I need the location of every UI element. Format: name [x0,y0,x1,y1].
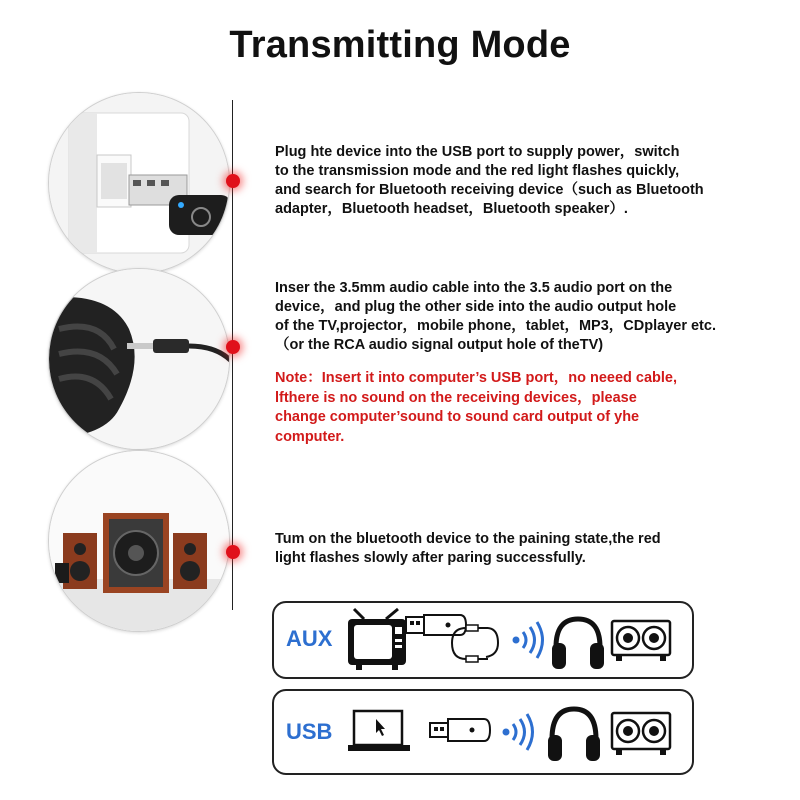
step-line: Tum on the bluetooth device to the paining state,the red [275,531,661,547]
step-2-text [275,279,716,355]
speakers-image [48,450,230,632]
note-line: computer. [275,428,345,445]
laptop-icon [348,709,410,753]
headphones-icon [546,703,602,763]
step-3-text [275,530,661,568]
usb-label: USB [286,719,333,744]
speaker-icon [610,711,672,757]
speaker-icon [610,619,672,663]
status-light-dot-1 [226,174,240,188]
headphones-icon [550,613,606,671]
step-line: adapter，Bluetooth headset，Bluetooth speaker）. [275,201,628,217]
step-line: Inser the 3.5mm audio cable into the 3.5 audio port on the [275,280,673,296]
usb-adapter-icon [428,717,492,745]
aux-cable-icon [444,621,502,667]
note-line: change computer’sound to sound card output of yhe [275,409,640,425]
step-line: and search for Bluetooth receiving device（such as Bluetooth [275,182,704,198]
status-light-dot-3 [226,545,240,559]
note-line: lfthere is no sound on the receiving devices，please [275,389,637,406]
aux-label: AUX [286,626,333,651]
usb-mode-panel [272,689,694,775]
note-text [275,369,677,447]
step-1-text [275,143,704,219]
page-title: Transmitting Mode [229,24,571,66]
bluetooth-wave-icon [510,621,546,659]
step-line: light flashes slowly after paring successfully. [275,550,586,566]
status-light-dot-2 [226,340,240,354]
bluetooth-wave-icon [500,713,536,751]
step-line: of the TV,projector，mobile phone，tablet，MP3，CDplayer etc. [275,318,716,334]
note-line: Note：Insert it into computer’s USB port，no neeed cable, [275,370,678,386]
aux-mode-panel [272,601,694,679]
audio-cable-image [48,268,230,450]
step-line: device，and plug the other side into the audio output hole [275,299,677,315]
step-line: to the transmission mode and the red light flashes quickly, [275,163,680,179]
usb-plug-image [48,92,230,274]
step-line: Plug hte device into the USB port to supply power，switch [275,144,680,160]
tv-icon [346,607,408,671]
step-line: （or the RCA audio signal output hole of theTV) [275,337,604,353]
